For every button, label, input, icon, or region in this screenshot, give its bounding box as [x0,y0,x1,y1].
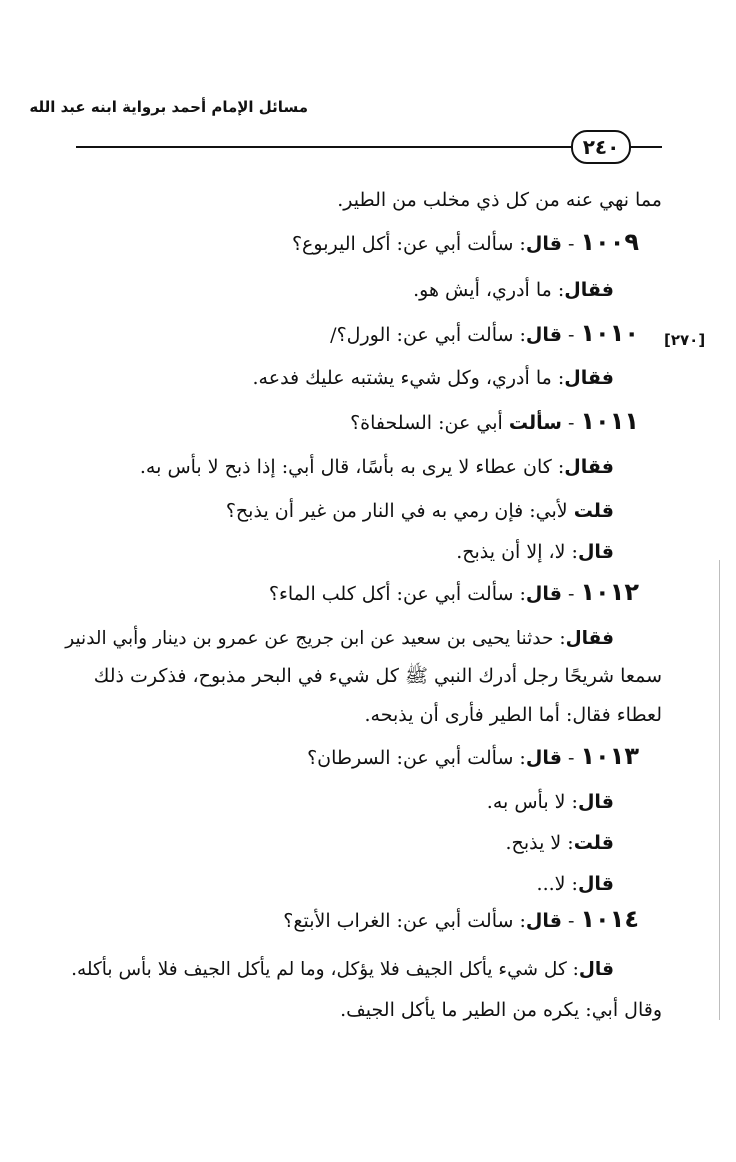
line-text: : كان عطاء لا يرى به بأسًا، قال أبي: إذا ذبح لا بأس به. [139,456,565,478]
text-line [506,829,614,857]
speaker-keyword: قلت [573,500,614,522]
line-text: : حدثنا يحيى بن سعيد عن ابن جريج عن عمرو بن دينار وأبي الدنير [65,628,566,649]
speaker-keyword: قال [525,910,562,932]
speaker-keyword: فقال [564,367,614,389]
margin-page-reference: [٢٧٠] [664,331,706,349]
line-text: أبي عن: السلحفاة؟ [350,412,509,434]
speaker-keyword: قلت [573,832,614,854]
line-text: : ما أدري، أيش هو. [413,279,565,301]
speaker-keyword: قال [525,583,562,605]
line-text: لعطاء فقال: أما الطير فأرى أن يذبحه. [364,704,662,726]
entry-number: ١٠١١ [580,407,639,435]
speaker-keyword: فقال [565,628,614,649]
text-line [340,996,662,1024]
entry-number: ١٠١٠ [580,319,639,347]
text-line [337,186,662,214]
line-text: : سألت أبي عن: أكل اليربوع؟ [291,233,526,255]
page-number: ٢٤٠ [571,130,631,164]
entry-line-1013 [307,742,639,772]
text-line [253,364,615,392]
entry-separator: - [561,233,581,255]
text-line [94,662,662,690]
entry-separator: - [561,747,581,769]
line-text: سمعا شريحًا رجل أدرك النبي ﷺ كل شيء في البحر مذبوح، فذكرت ذلك [93,665,662,687]
entry-separator: - [561,583,581,605]
entry-number: ١٠٠٩ [580,228,639,256]
entry-number: ١٠١٤ [580,905,639,933]
line-text: : لا يذبح. [505,832,574,854]
entry-line-1009 [292,228,639,258]
text-line [226,497,614,525]
speaker-keyword: قال [578,959,614,980]
speaker-keyword: قال [577,791,614,813]
entry-line-1011 [350,407,639,437]
speaker-keyword: قال [525,747,562,769]
entry-line-1012 [269,578,639,608]
text-line [365,701,663,729]
line-text: مما نهي عنه من كل ذي مخلب من الطير. [337,189,662,211]
entry-line-1010 [330,319,639,349]
entry-line-1014 [283,905,639,935]
text-line [487,788,614,816]
speaker-keyword: سألت [508,412,562,434]
entry-number: ١٠١٢ [580,578,639,606]
line-text: وقال أبي: يكره من الطير ما يأكل الجيف. [340,999,662,1021]
line-text: : سألت أبي عن: الغراب الأبتع؟ [283,910,526,932]
line-text: لأبي: فإن رمي به في النار من غير أن يذبح؟ [225,500,574,522]
running-header: مسائل الإمام أحمد برواية ابنه عبد الله [29,98,308,116]
entry-number: ١٠١٣ [580,742,639,770]
speaker-keyword: قال [525,324,562,346]
text-line [456,538,614,566]
entry-separator: - [561,412,581,434]
speaker-keyword: فقال [564,456,614,478]
text-line [65,625,614,653]
speaker-keyword: فقال [564,279,614,301]
speaker-keyword: قال [577,873,614,895]
text-line [413,276,614,304]
text-line [71,956,614,984]
text-line [537,870,614,898]
line-text: : سألت أبي عن: الورل؟/ [330,324,526,346]
line-text: : كل شيء يأكل الجيف فلا يؤكل، وما لم يأكل الجيف فلا بأس بأكله. [71,959,579,980]
line-text: : لا، إلا أن يذبح. [456,541,578,563]
line-text: : لا بأس به. [486,791,578,813]
line-text: : ما أدري، وكل شيء يشتبه عليك فدعه. [252,367,565,389]
speaker-keyword: قال [577,541,614,563]
line-text: : سألت أبي عن: السرطان؟ [307,747,526,769]
text-line [140,453,614,481]
entry-separator: - [561,324,581,346]
entry-separator: - [561,910,581,932]
speaker-keyword: قال [525,233,562,255]
scan-margin-line [719,560,720,1020]
line-text: : سألت أبي عن: أكل كلب الماء؟ [268,583,526,605]
line-text: : لا... [536,873,578,895]
